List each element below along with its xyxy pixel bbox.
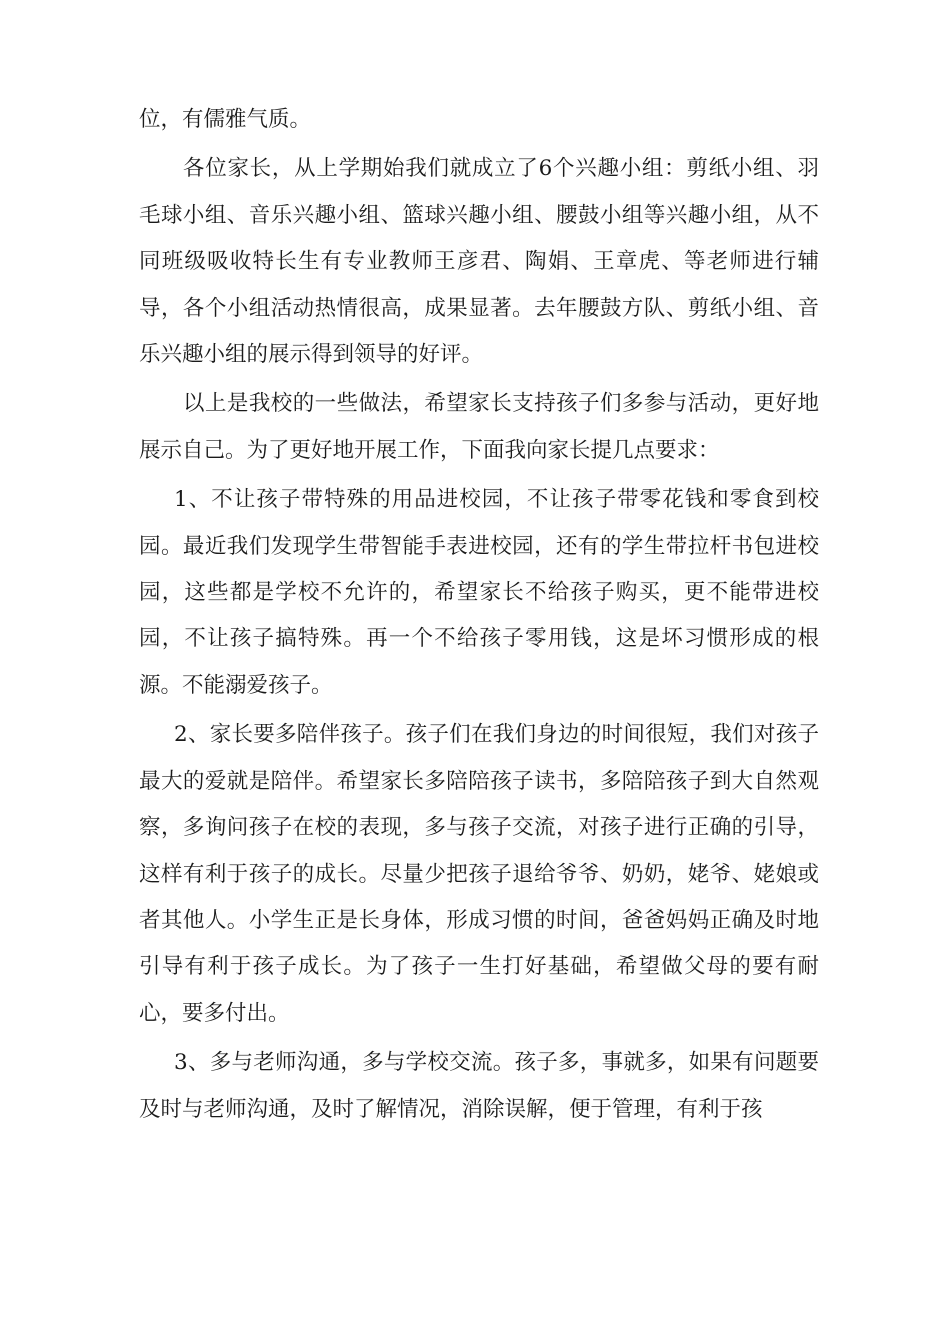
paragraph-requirement-1: 1、不让孩子带特殊的用品进校园，不让孩子带零花钱和零食到校园。最近我们发现学生带智能手表进校园，还有的学生带拉杆书包进校园，这些都是学校不允许的，希望家长不给孩子购买，更不能带进校园，不让孩子搞特殊。再一个不给孩子零用钱，这是坏习惯形成的根源。不能溺爱孩子。 [139,487,819,698]
paragraph-requirement-2: 2、家长要多陪伴孩子。孩子们在我们身边的时间很短，我们对孩子最大的爱就是陪伴。希望家长多陪陪孩子读书，多陪陪孩子到大自然观察，多询问孩子在校的表现，多与孩子交流，对孩子进行正确的引导，这样有利于孩子的成长。尽量少把孩子退给爷爷、奶奶，姥爷、姥娘或者其他人。小学生正是长身体，形成习惯的时间，爸爸妈妈正确及时地引导有利于孩子成长。为了孩子一生打好基础，希望做父母的要有耐心，要多付出。 [139,722,819,1026]
paragraph-requirement-3: 3、多与老师沟通，多与学校交流。孩子多，事就多，如果有问题要及时与老师沟通，及时了解情况，消除误解，便于管理，有利于孩 [139,1050,819,1122]
document-page [139,97,819,1133]
paragraph-continuation: 位，有儒雅气质。 [139,107,312,132]
paragraph-requirements-intro: 以上是我校的一些做法，希望家长支持孩子们多参与活动，更好地展示自己。为了更好地开展工作，下面我向家长提几点要求： [139,391,819,463]
paragraph-interest-groups: 各位家长，从上学期始我们就成立了6个兴趣小组：剪纸小组、羽毛球小组、音乐兴趣小组、篮球兴趣小组、腰鼓小组等兴趣小组，从不同班级吸收特长生有专业教师王彦君、陶娟、王章虎、等老师进行辅导，各个小组活动热情很高，成果显著。去年腰鼓方队、剪纸小组、音乐兴趣小组的展示得到领导的好评。 [139,156,819,368]
